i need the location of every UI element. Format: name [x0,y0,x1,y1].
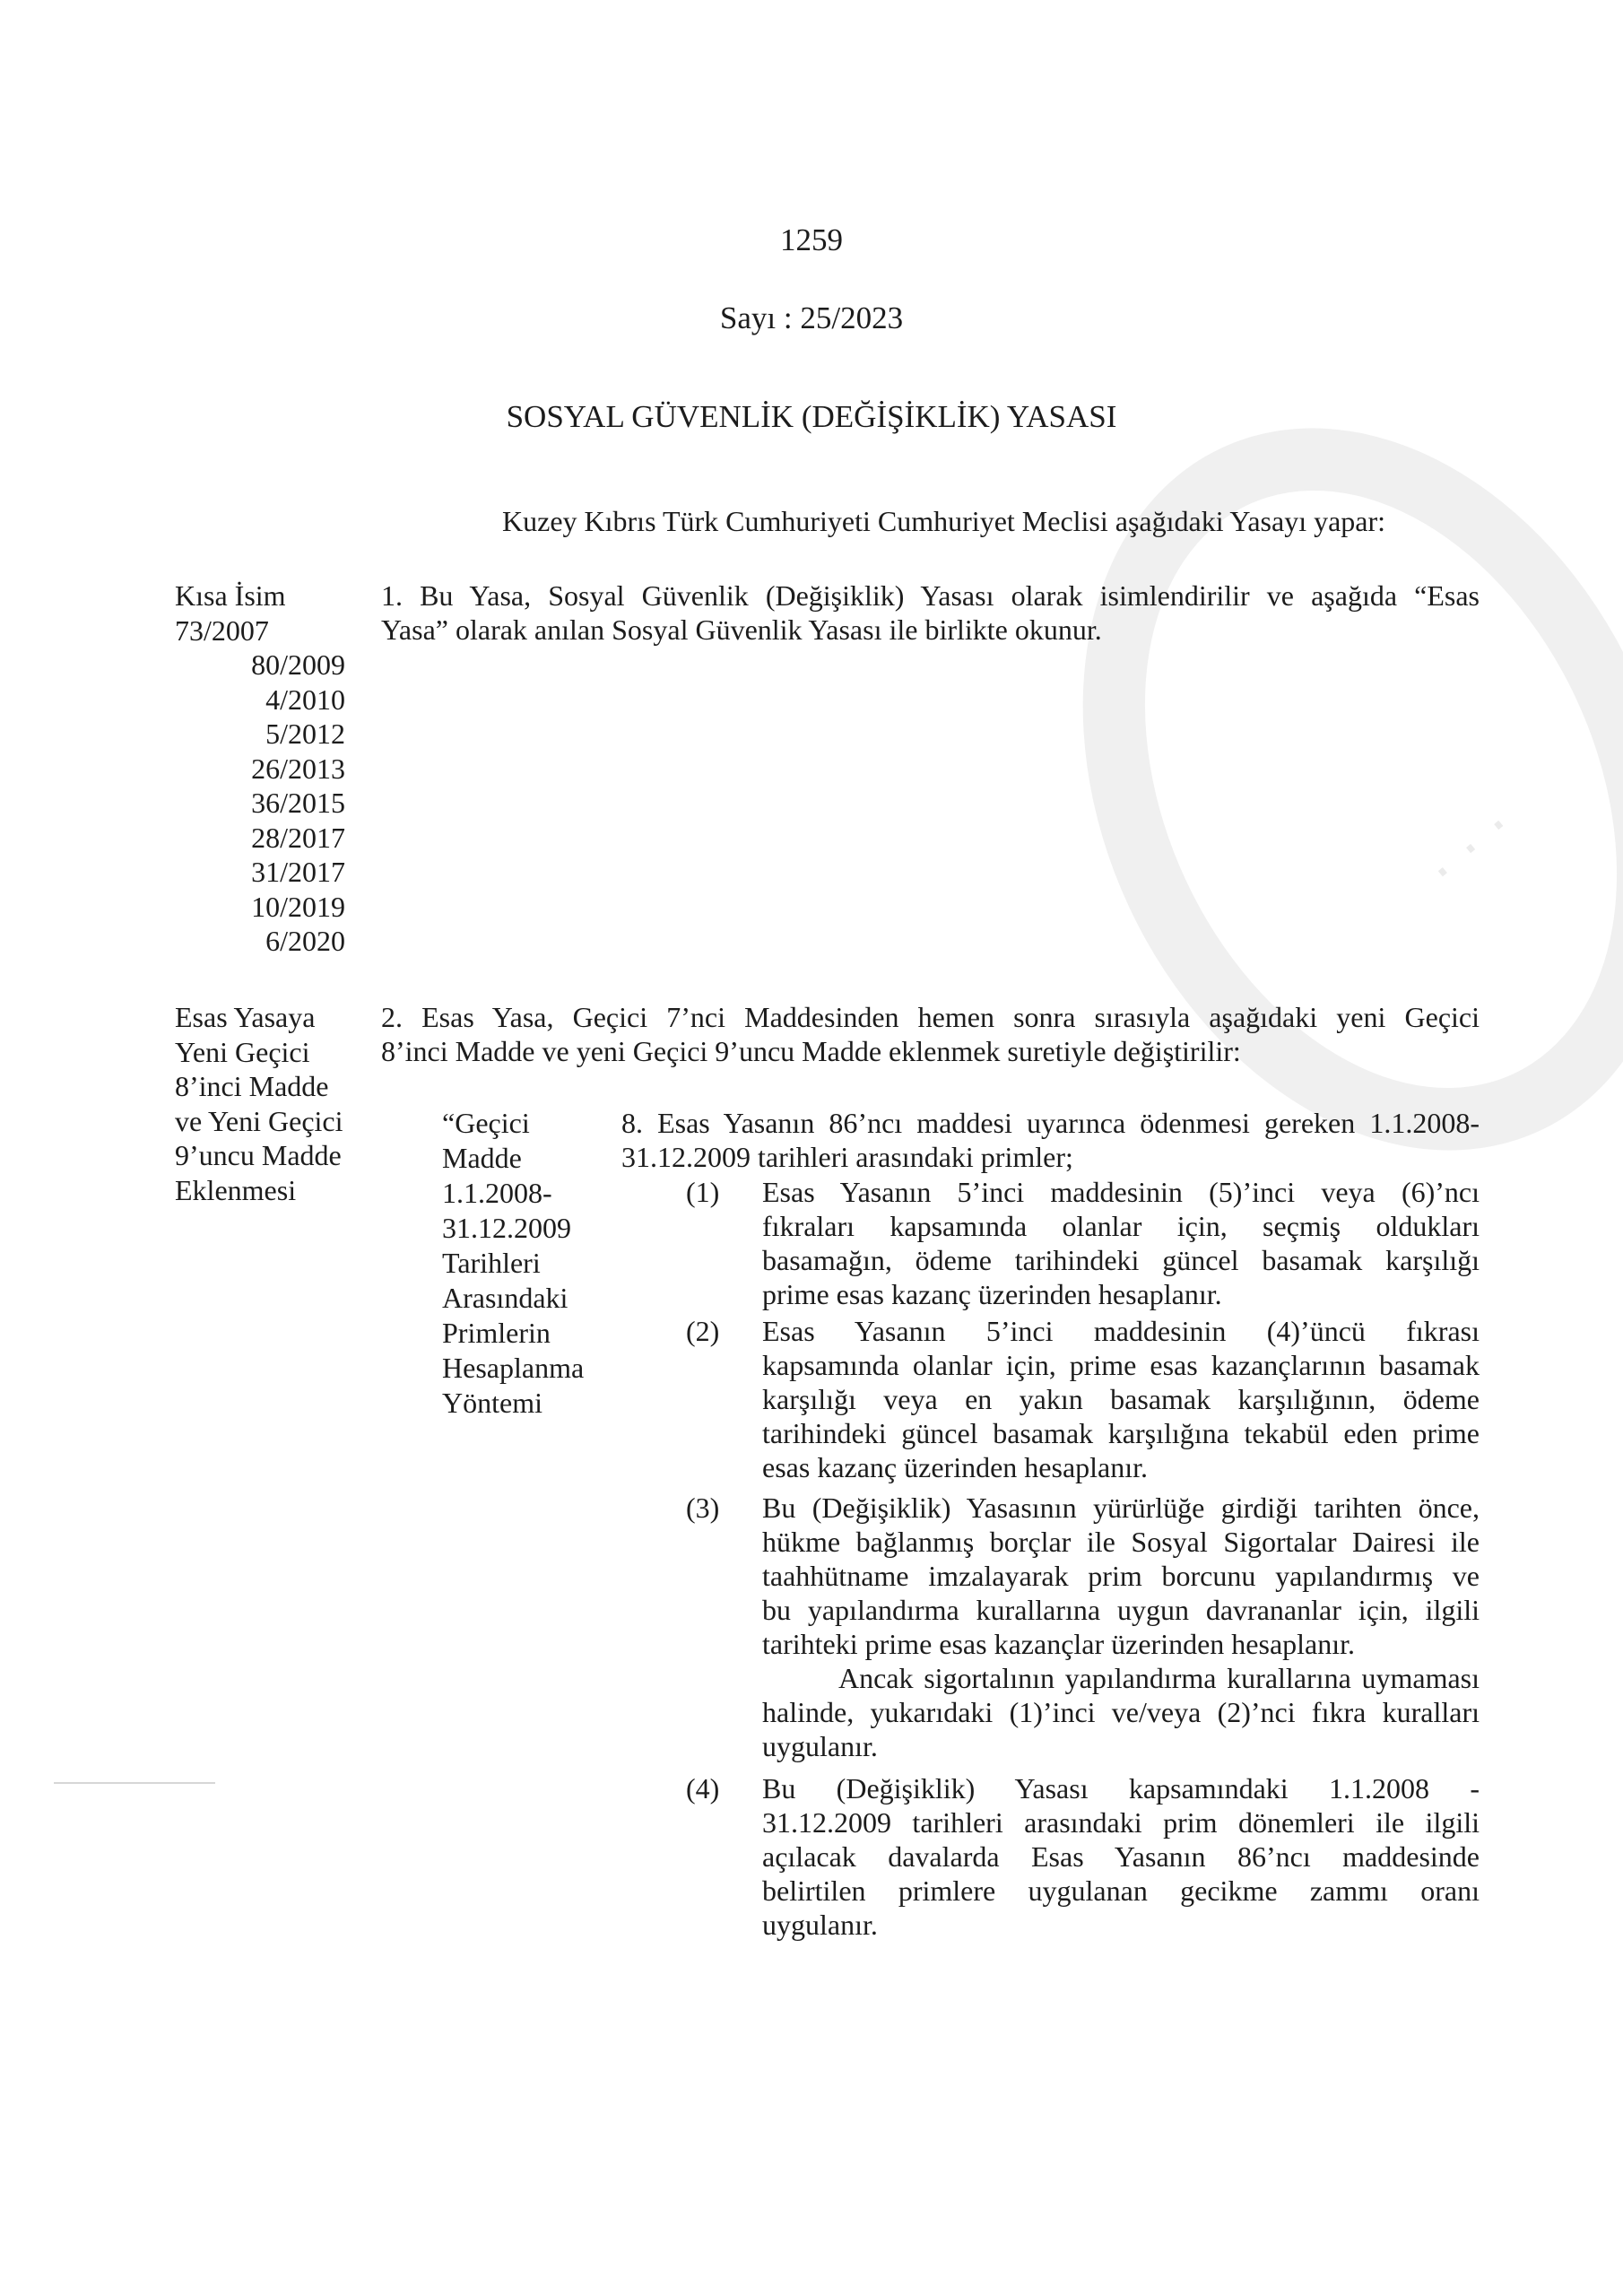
item-line: esas kazanç üzerinden hesaplanır. [762,1451,1149,1483]
article-1-line: 1. Bu Yasa, Sosyal Güvenlik (Değişiklik) Yasası olarak isimlendirilir ve aşağıda “Esas [381,579,1480,612]
item-line: uygulanır. [762,1730,878,1762]
margin-ref: 4/2010 [265,683,345,716]
item-line: halinde, yukarıdaki (1)’inci ve/veya (2)’nci fıkra kuralları [762,1696,1480,1728]
item-2 [762,1314,1480,1484]
article-2-line: 2. Esas Yasa, Geçici 7’nci Maddesinden hemen sonra sırasıyla aşağıdaki yeni Geçici [381,1001,1480,1033]
item-line: Bu (Değişiklik) Yasasının yürürlüğe girdiği tarihten önce, [762,1492,1480,1524]
item-number: (3) [686,1492,720,1524]
item-number: (1) [686,1176,720,1208]
article-2-line: 8’inci Madde ve yeni Geçici 9’uncu Madde eklenmek suretiyle değiştirilir: [381,1035,1241,1067]
item-4 [762,1771,1480,1942]
item-line: bu yapılandırma kurallarına uygun davrananlar için, ilgili [762,1594,1480,1626]
temp-article-8 [621,1106,1480,1174]
item-line: taahhütname imzalayarak prim borcunu yapılandırmış ve [762,1560,1480,1592]
margin-line: Eklenmesi [175,1173,297,1206]
margin-ref: 28/2017 [251,821,345,854]
temp-article-8-line: 8. Esas Yasanın 86’ncı maddesi uyarınca ödenmesi gereken 1.1.2008- [621,1107,1480,1139]
item-number: (4) [686,1772,720,1805]
item-line: basamağın, ödeme tarihindeki güncel basamak karşılığı [762,1244,1480,1276]
inner-margin-line: Tarihleri [442,1247,541,1279]
item-line: açılacak davalarda Esas Yasanın 86’ncı maddesinde [762,1840,1480,1873]
temp-article-8-line: 31.12.2009 tarihleri arasındaki primler; [621,1141,1073,1173]
margin-ref: 36/2015 [251,787,345,819]
inner-margin-line: 31.12.2009 [442,1212,571,1244]
watermark-dots: · · · [1415,794,1528,905]
enactment-formula: Kuzey Kıbrıs Türk Cumhuriyeti Cumhuriyet Meclisi aşağıdaki Yasayı yapar: [502,505,1386,537]
item-line: belirtilen primlere uygulanan gecikme zammı oranı [762,1874,1480,1907]
item-line: karşılığı veya en yakın basamak karşılığının, ödeme [762,1383,1480,1415]
item-line: 31.12.2009 tarihleri arasındaki prim dönemleri ile ilgili [762,1806,1480,1839]
item-line: prime esas kazanç üzerinden hesaplanır. [762,1278,1222,1310]
margin-ref: 26/2013 [251,752,345,785]
inner-margin-line: Yöntemi [442,1387,542,1419]
margin-short-title [175,578,345,959]
margin-line: Yeni Geçici [175,1035,310,1068]
scan-mark [54,1782,215,1784]
item-1 [762,1175,1480,1311]
inner-margin-note [442,1106,595,1421]
inner-margin-line: Madde [442,1142,522,1174]
inner-margin-line: Hesaplanma [442,1352,585,1384]
page-number: 1259 [780,222,843,257]
item-line: Esas Yasanın 5’inci maddesinin (5)’inci veya (6)’ncı [762,1176,1480,1208]
law-title: SOSYAL GÜVENLİK (DEĞİŞİKLİK) YASASI [506,399,1117,434]
item-3 [762,1491,1480,1763]
margin-line: 8’inci Madde [175,1070,329,1102]
inner-margin-line: Arasındaki [442,1282,568,1314]
margin-ref: 80/2009 [251,648,345,681]
margin-ref: 5/2012 [265,718,345,750]
item-line: fıkraları kapsamında olanlar için, seçmiş oldukları [762,1210,1480,1242]
margin-ref: 6/2020 [265,925,345,957]
item-line: hükme bağlanmış borçlar ile Sosyal Sigortalar Dairesi ile [762,1526,1480,1558]
inner-margin-line: Primlerin [442,1317,551,1349]
article-1 [381,578,1480,647]
margin-ref: 31/2017 [251,856,345,888]
margin-ref: 73/2007 [175,613,269,647]
item-line: Ancak sigortalının yapılandırma kurallarına uymaması [838,1662,1480,1694]
item-line: Bu (Değişiklik) Yasası kapsamındaki 1.1.2008 - [762,1772,1480,1805]
article-2 [381,1000,1480,1068]
item-line: kapsamında olanlar için, prime esas kazançlarının basamak [762,1349,1480,1381]
margin-article-2 [175,1000,372,1207]
item-line: Esas Yasanın 5’inci maddesinin (4)’üncü fıkrası [762,1315,1480,1347]
inner-margin-line: 1.1.2008- [442,1177,552,1209]
inner-margin-line: “Geçici [442,1107,530,1139]
item-line: tarihindeki güncel basamak karşılığına tekabül eden prime [762,1417,1480,1449]
margin-line: ve Yeni Geçici [175,1104,343,1137]
article-1-line: Yasa” olarak anılan Sosyal Güvenlik Yasası ile birlikte okunur. [381,613,1102,646]
margin-line: Esas Yasaya [175,1001,316,1033]
margin-short-title-heading: Kısa İsim [175,579,286,612]
item-number: (2) [686,1315,720,1347]
item-line: uygulanır. [762,1909,878,1941]
margin-ref: 10/2019 [251,890,345,923]
margin-line: 9’uncu Madde [175,1139,342,1171]
item-line: tarihteki prime esas kazançlar üzerinden hesaplanır. [762,1628,1356,1660]
issue-number: Sayı : 25/2023 [719,300,904,335]
